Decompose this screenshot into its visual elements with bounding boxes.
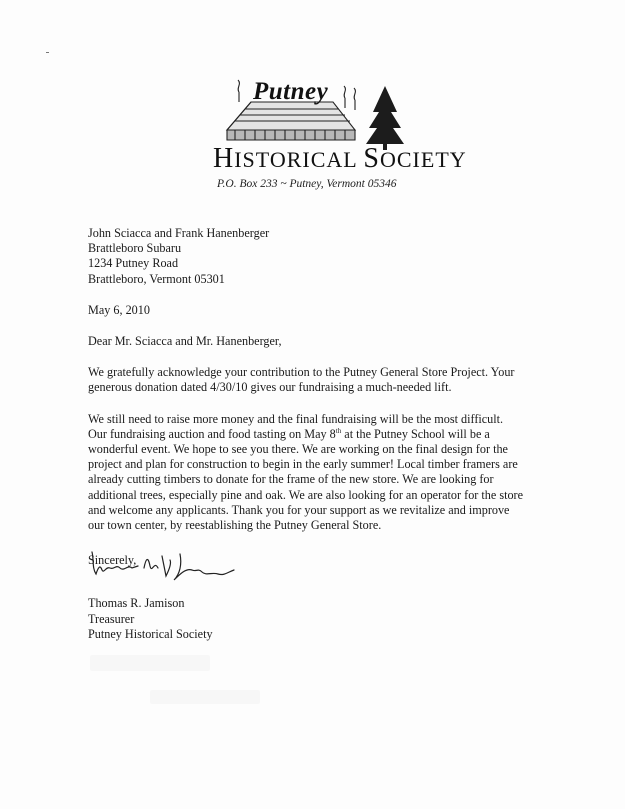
paragraph-line: our town center, by reestablishing the Putney General Store. — [88, 518, 382, 533]
org-name-initial-s: S — [363, 143, 380, 174]
paragraph-line: We gratefully acknowledge your contribution to the Putney General Store Project. Your — [88, 365, 515, 380]
paragraph-1 — [88, 365, 548, 395]
paragraph-text: at the Putney School will be a — [341, 426, 490, 441]
org-name-initial-h: H — [213, 143, 235, 174]
scan-speck — [46, 52, 49, 53]
org-address: P.O. Box 233 ~ Putney, Vermont 05346 — [217, 178, 397, 190]
paragraph-line: generous donation dated 4/30/10 gives our fundraising a much-needed lift. — [88, 380, 452, 395]
paragraph-line: additional trees, especially pine and oak. We are also looking for an operator for the store — [88, 487, 524, 502]
org-name-historical: ISTORICAL — [234, 147, 364, 172]
signer-name: Thomas R. Jamison — [88, 596, 185, 611]
paragraph-line — [88, 427, 548, 442]
closing: Sincerely, — [88, 553, 137, 568]
paragraph-2 — [88, 412, 548, 534]
handwritten-signature-icon — [88, 546, 238, 586]
paragraph-line: already cutting timbers to donate for the frame of the new store. We are looking for — [88, 472, 494, 487]
signer-organization: Putney Historical Society — [88, 626, 213, 641]
paragraph-line: and welcome any applicants. Thank you for your support as we revitalize and improve — [88, 502, 510, 517]
recipient-company: Brattleboro Subaru — [88, 241, 182, 256]
recipient-names: John Sciacca and Frank Hanenberger — [88, 226, 270, 240]
scan-smudge — [90, 655, 210, 671]
paragraph-line: wonderful event. We hope to see you there. We are working on the final design for the — [88, 442, 508, 457]
letter-date: May 6, 2010 — [88, 302, 150, 317]
paragraph-text: Our fundraising auction and food tasting on May 8 — [88, 426, 336, 441]
signature-block — [88, 596, 548, 642]
org-name-bottom — [213, 143, 467, 175]
org-name-society: OCIETY — [380, 147, 467, 172]
recipient-street: 1234 Putney Road — [88, 256, 179, 271]
scan-smudge — [150, 690, 260, 704]
paragraph-line: project and plan for construction to begin in the early summer! Local timber framers are — [88, 457, 518, 472]
recipient-city: Brattleboro, Vermont 05301 — [88, 271, 225, 286]
paragraph-line: We still need to raise more money and the final fundraising will be the most difficult. — [88, 411, 504, 426]
ordinal-suffix: th — [335, 426, 342, 435]
letterhead — [205, 72, 467, 200]
signer-title: Treasurer — [88, 611, 135, 626]
salutation: Dear Mr. Sciacca and Mr. Hanenberger, — [88, 334, 282, 349]
recipient-address — [88, 226, 548, 287]
org-name-top: Putney — [253, 78, 329, 105]
